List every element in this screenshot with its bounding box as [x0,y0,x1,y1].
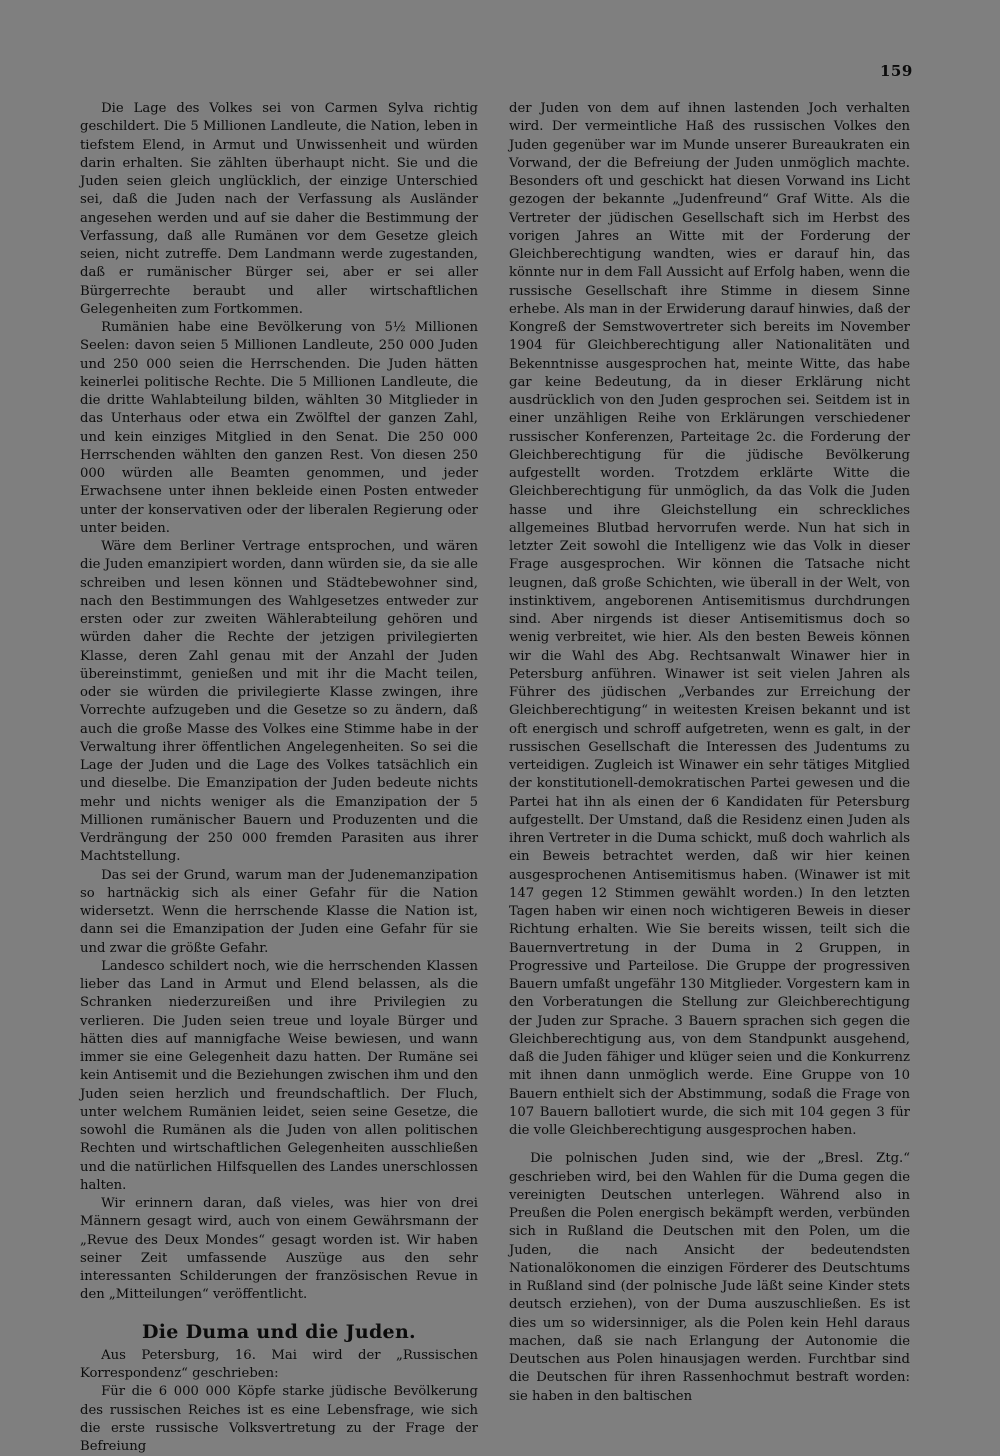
paragraph: Aus Petersburg, 16. Mai wird der „Russischen Korrespondenz“ geschrieben: [80,1347,478,1381]
article-heading: Die Duma und die Juden. [142,1320,416,1343]
paragraph: Wir erinnern daran, daß vieles, was hier von drei Männern gesagt wird, auch von einem Gewährsmann der „Revue des Deux Mondes“ gesagt worden ist. Wir haben seiner Zeit umfassende Auszüge aus den sehr interessanten Schilderungen der französischen Revue in den „Mitteilungen“ veröffentlicht. [80,1196,478,1303]
right-column [509,100,910,1406]
left-column [80,100,478,1456]
paragraph: Die Lage des Volkes sei von Carmen Sylva richtig geschildert. Die 5 Millionen Landleute, die Nation, leben in tiefstem Elend, in Armut und Unwissenheit und würden darin erhalten. Sie zählten überhaupt nicht. Sie und die Juden seien gleich unglücklich, der einzige Unterschied sei, daß die Juden nach der Verfassung als Ausländer angesehen werden und auf sie daher die Bestimmung der Verfassung, daß alle Rumänen vor dem Gesetze gleich seien, nicht zutreffe. Dem Landmann werde zugestanden, daß er rumänischer Bürger sei, aber er sei aller Bürgerrechte beraubt und aller wirtschaftlichen Gelegenheiten zum Fortkommen. [80,101,478,317]
paragraph: Rumänien habe eine Bevölkerung von 5½ Millionen Seelen: davon seien 5 Millionen Landleute, 250 000 Juden und 250 000 seien die Herrschenden. Die Juden hätten keinerlei politische Rechte. Die 5 Millionen Landleute, die die dritte Wahlabteilung bilden, wählten 30 Mitglieder in das Unterhaus oder etwa ein Zwölftel der ganzen Zahl, und kein einziges Mitglied in den Senat. Die 250 000 Herrschenden wählten den ganzen Rest. Von diesen 250 000 würden alle Beamten genommen, und jeder Erwachsene unter ihnen bekleide einen Posten entweder unter der konservativen oder der liberalen Regierung oder unter beiden. [80,320,478,536]
paragraph: der Juden von dem auf ihnen lastenden Joch verhalten wird. Der vermeintliche Haß des russischen Volkes den Juden gegenüber war im Munde unserer Bureaukraten ein Vorwand, der die Befreiung der Juden unmöglich machte. Besonders oft und geschickt hat diesen Vorwand ins Licht gezogen der bekannte „Judenfreund“ Graf Witte. Als die Vertreter der jüdischen Gesellschaft sich im Herbst des vorigen Jahres an Witte mit der Forderung der Gleichberechtigung wandten, wies er darauf hin, das könnte nur in dem Fall Aussicht auf Erfolg haben, wenn die russische Gesellschaft ihre Stimme in diesem Sinne erhebe. Als man in der Erwiderung darauf hinwies, daß der Kongreß der Semstwovertreter sich bereits im November 1904 für Gleichberechtigung aller Nationalitäten und Bekenntnisse ausgesprochen hat, meinte Witte, das habe gar keine Bedeutung, da in dieser Erklärung nicht ausdrücklich von den Juden gesprochen sei. Seitdem ist in einer unzähligen Reihe von Erklärungen verschiedener russischer Konferenzen, Parteitage 2c. die Forderung der Gleichberechtigung für die jüdische Bevölkerung aufgestellt worden. Trotzdem erklärte Witte die Gleichberechtigung für unmöglich, da das Volk die Juden hasse und ihre Gleichstellung ein schreckliches allgemeines Blutbad hervorrufen werde. Nun hat sich in letzter Zeit sowohl die Intelligenz wie das Volk in dieser Frage ausgesprochen. Wir können die Tatsache nicht leugnen, daß große Schichten, wie überall in der Welt, von instinktivem, angeborenen Antisemitismus durchdrungen sind. Aber nirgends ist dieser Antisemitismus doch so wenig verbreitet, wie hier. Als den besten Beweis können wir die Wahl des Abg. Rechtsanwalt Winawer hier in Petersburg anführen. Winawer ist seit vielen Jahren als Führer des jüdischen „Verbandes zur Erreichung der Gleichberechtigung“ in weitesten Kreisen bekannt und ist oft energisch und schroff aufgetreten, wenn es galt, in der russischen Gesellschaft die Interessen des Judentums zu verteidigen. Zugleich ist Winawer ein sehr tätiges Mitglied der konstitutionell-demokratischen Partei gewesen und die Partei hat ihn als einen der 6 Kandidaten für Petersburg aufgestellt. Der Umstand, daß die Residenz einen Juden als ihren Vertreter in die Duma schickt, muß doch wahrlich als ein Beweis betrachtet werden, daß wir hier keinen ausgesprochenen Antisemitismus haben. (Winawer ist mit 147 gegen 12 Stimmen gewählt worden.) In den letzten Tagen haben wir einen noch wichtigeren Beweis in dieser Richtung erhalten. Wie Sie bereits wissen, teilt sich die Bauernvertretung in der Duma in 2 Gruppen, in Progressive und Parteilose. Die Gruppe der progressiven Bauern umfaßt ungefähr 130 Mitglieder. Vorgestern kam in den Vorberatungen die Stellung zur Gleichberechtigung der Juden zur Sprache. 3 Bauern sprachen sich gegen die Gleichberechtigung aus, von dem Standpunkt ausgehend, daß die Juden fähiger und klüger seien und die Konkurrenz mit ihnen dann unmöglich werde. Eine Gruppe von 10 Bauern enthielt sich der Abstimmung, sodaß die Frage von 107 Bauern ballotiert wurde, die sich mit 104 gegen 3 für die volle Gleichberechtigung ausgesprochen haben. [509,101,910,1138]
paragraph: Das sei der Grund, warum man der Judenemanzipation so hartnäckig sich als einer Gefahr für die Nation widersetzt. Wenn die herrschende Klasse die Nation ist, dann sei die Emanzipation der Juden eine Gefahr für sie und zwar die größte Gefahr. [80,867,478,956]
page-number: 159 [880,62,913,80]
paragraph: Für die 6 000 000 Köpfe starke jüdische Bevölkerung des russischen Reiches ist es eine Lebensfrage, wie sich die erste russische Volksvertretung zu der Frage der Befreiung [80,1384,478,1454]
paragraph: Wäre dem Berliner Vertrage entsprochen, und wären die Juden emanzipiert worden, dann würden sie, da sie alle schreiben und lesen können und Städtebewohner sind, nach den Bestimmungen des Wahlgesetzes entweder zur ersten oder zur zweiten Wählerabteilung gehören und würden daher die Rechte der jetzigen privilegierten Klasse, deren Zahl genau mit der Anzahl der Juden übereinstimmt, genießen und mit ihr die Macht teilen, oder sie würden die privilegierte Klasse zwingen, ihre Vorrechte aufzugeben und die Gesetze so zu ändern, daß auch die große Masse des Volkes eine Stimme habe in der Verwaltung ihrer öffentlichen Angelegenheiten. So sei die Lage der Juden und die Lage des Volkes tatsächlich ein und dieselbe. Die Emanzipation der Juden bedeute nichts mehr und nichts weniger als die Emanzipation der 5 Millionen rumänischer Bauern und Produzenten und die Verdrängung der 250 000 fremden Parasiten aus ihrer Machtstellung. [80,539,478,865]
paragraph: Landesco schildert noch, wie die herrschenden Klassen lieber das Land in Armut und Elend belassen, als die Schranken niederzureißen und ihre Privilegien zu verlieren. Die Juden seien treue und loyale Bürger und hätten dies auf mannigfache Weise bewiesen, und wann immer sie eine Gelegenheit dazu hatten. Der Rumäne sei kein Antisemit und die Beziehungen zwischen ihm und den Juden seien herzlich und freundschaftlich. Der Fluch, unter welchem Rumänien leidet, seien seine Gesetze, die sowohl die Rumänen als die Juden von allen politischen Rechten und wirtschaftlichen Gelegenheiten ausschließen und die natürlichen Hilfsquellen des Landes unerschlossen halten. [80,958,478,1193]
paragraph: Die polnischen Juden sind, wie der „Bresl. Ztg.“ geschrieben wird, bei den Wahlen für die Duma gegen die vereinigten Deutschen unterlegen. Während also in Preußen die Polen energisch bekämpft werden, verbünden sich in Rußland die Deutschen mit den Polen, um die Juden, die nach Ansicht der bedeutendsten Nationalökonomen die einzigen Förderer des Deutschtums in Rußland sind (der polnische Jude läßt seine Kinder stets deutsch erziehen), von der Duma auszuschließen. Es ist dies um so widersinniger, als die Polen kein Hehl daraus machen, daß sie nach Erlangung der Autonomie die Deutschen aus Polen hinausjagen werden. Furchtbar sind die Deutschen für ihren Rassenhochmut bestraft worden: sie haben in den baltischen [509,1151,910,1404]
